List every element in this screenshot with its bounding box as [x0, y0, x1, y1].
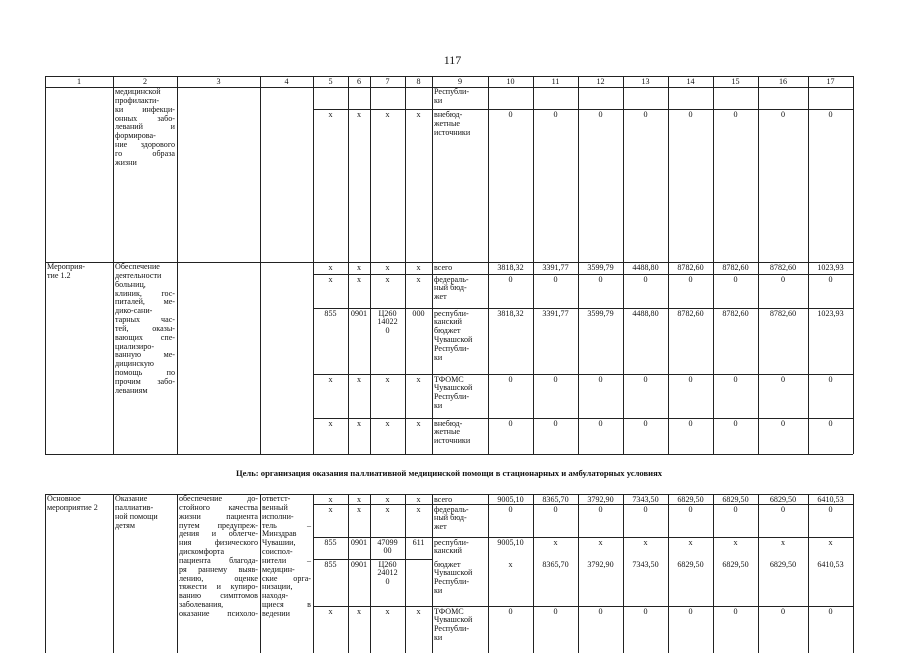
value-cell: 0 — [733, 374, 738, 384]
code-cell: x — [356, 110, 362, 119]
column-rule — [313, 494, 314, 653]
measure-description: Обеспечение деятельности больниц, клиник, гос- питалей, ме- дико-сани- тарных час- тей, оказы- вающих спе- циализиро- ванную ме- дицинскую помощь по прочим забо- леваниям — [115, 262, 175, 395]
column-rule — [488, 494, 489, 653]
code-cell: x — [416, 504, 421, 514]
value-cell: 0 — [553, 418, 558, 428]
code-cell: x — [385, 606, 390, 616]
code-cell: 47099 00 — [377, 537, 398, 556]
value-cell: 0 — [780, 606, 786, 616]
column-rule — [853, 262, 854, 454]
column-rule — [45, 76, 46, 262]
column-rule — [578, 76, 579, 262]
column-rule — [348, 262, 349, 454]
value-cell: 0 — [598, 374, 603, 384]
source-label: всего — [434, 262, 453, 272]
page-number: 117 — [443, 53, 462, 67]
column-rule — [533, 76, 534, 262]
header-cell-12: 12 — [596, 76, 605, 86]
budget-table — [45, 76, 853, 643]
column-rule — [808, 76, 809, 262]
column-rule — [113, 262, 114, 454]
column-rule — [853, 76, 854, 262]
value-cell: 0 — [828, 504, 833, 514]
code-cell: x — [356, 274, 362, 284]
code-cell: Ц260 14022 0 — [377, 308, 398, 336]
value-cell: 0 — [780, 110, 786, 119]
value-cell: 8782,60 — [769, 308, 797, 318]
value-cell: 0 — [643, 274, 648, 284]
column-rule — [260, 76, 261, 262]
code-cell: x — [328, 606, 333, 616]
header-cell-1: 1 — [76, 76, 82, 86]
code-cell: x — [385, 262, 390, 272]
value-cell: 0 — [828, 418, 833, 428]
code-cell: x — [356, 418, 362, 428]
column-rule — [488, 76, 489, 262]
value-cell: 6829,50 — [769, 559, 797, 569]
header-cell-6: 6 — [356, 76, 362, 86]
header-cell-10: 10 — [506, 76, 515, 86]
column-rule — [432, 76, 433, 262]
value-cell: 0 — [553, 606, 558, 616]
header-cell-11: 11 — [551, 76, 560, 86]
value-cell: 0 — [643, 606, 648, 616]
source-label: внебюд- жетные источники — [434, 110, 471, 137]
code-cell: x — [416, 606, 421, 616]
code-cell: x — [328, 374, 333, 384]
column-rule — [45, 262, 46, 454]
header-cell-9: 9 — [457, 76, 463, 86]
value-cell: x — [733, 537, 738, 547]
column-rule — [533, 494, 534, 653]
value-cell: 7343,50 — [632, 559, 659, 569]
value-cell: x — [688, 537, 693, 547]
column-rule — [668, 494, 669, 653]
column-rule — [177, 262, 178, 454]
column-rule — [623, 494, 624, 653]
source-label: ТФОМС Чувашской Республи- ки — [434, 374, 473, 411]
value-cell: 6410,53 — [817, 494, 844, 504]
value-cell: x — [508, 559, 513, 569]
value-cell: 6829,50 — [677, 494, 704, 504]
value-cell: 3391,77 — [542, 308, 569, 318]
column-rule — [713, 494, 714, 653]
code-cell: x — [385, 494, 390, 504]
header-cell-2: 2 — [142, 76, 148, 86]
value-cell: 0 — [553, 110, 558, 119]
source-label: ТФОМС Чувашской Республи- ки — [434, 606, 473, 643]
code-cell: x — [328, 418, 333, 428]
code-cell: 611 — [412, 537, 425, 547]
column-rule — [668, 262, 669, 454]
value-cell: 0 — [828, 374, 833, 384]
column-rule — [370, 494, 371, 653]
code-cell: x — [328, 262, 333, 272]
value-cell: 0 — [828, 274, 833, 284]
column-rule — [578, 262, 579, 454]
code-cell: 0901 — [350, 559, 368, 569]
code-cell: x — [356, 262, 362, 272]
source-label: республи- канский бюджет Чувашской Республи- ки — [434, 308, 473, 362]
value-cell: 0 — [688, 374, 693, 384]
source-label: федераль- ный бюд- жет — [434, 274, 469, 302]
column-rule — [758, 494, 759, 653]
column-rule — [405, 262, 406, 454]
column-rule — [370, 262, 371, 454]
header-cell-17: 17 — [826, 76, 835, 86]
column-rule — [432, 262, 433, 454]
value-cell: 6829,50 — [722, 559, 749, 569]
column-rule — [177, 76, 178, 262]
value-cell: 0 — [688, 504, 693, 514]
code-cell: Ц260 24012 0 — [377, 559, 398, 587]
value-cell: 0 — [643, 504, 648, 514]
code-cell: x — [385, 374, 390, 384]
value-cell: x — [553, 537, 558, 547]
value-cell: 0 — [780, 274, 786, 284]
value-cell: x — [780, 537, 786, 547]
value-cell: 0 — [828, 110, 833, 119]
value-cell: 9005,10 — [497, 537, 524, 547]
block-rule — [45, 454, 853, 455]
column-rule — [313, 76, 314, 262]
code-cell: 855 — [324, 308, 337, 318]
value-cell: 4488,80 — [632, 262, 659, 272]
value-cell: 0 — [508, 374, 513, 384]
code-cell: 0901 — [350, 308, 368, 318]
value-cell: 0 — [553, 374, 558, 384]
column-rule — [405, 494, 406, 653]
source-label: всего — [434, 494, 453, 504]
code-cell: x — [328, 110, 333, 119]
code-cell: x — [416, 110, 421, 119]
column-rule — [432, 494, 433, 653]
header-cell-14: 14 — [686, 76, 695, 86]
value-cell: 0 — [733, 274, 738, 284]
value-cell: 0 — [688, 274, 693, 284]
code-cell: 855 — [324, 537, 337, 547]
column-rule — [348, 494, 349, 653]
value-cell: 0 — [643, 110, 648, 119]
source-label: Республи- ки — [434, 87, 470, 105]
header-cell-3: 3 — [216, 76, 221, 86]
value-cell: 8782,60 — [677, 308, 704, 318]
column-rule — [260, 494, 261, 653]
goal-heading: Цель: организация оказания паллиативной медицинской помощи в стационарных и амбулаторных условиях — [235, 468, 663, 478]
value-cell: x — [643, 537, 648, 547]
value-cell: 3792,90 — [587, 559, 614, 569]
code-cell: x — [416, 494, 421, 504]
value-cell: 3818,32 — [497, 262, 524, 272]
value-cell: 8782,60 — [677, 262, 704, 272]
code-cell: x — [328, 504, 333, 514]
value-cell: 1023,93 — [817, 262, 844, 272]
value-cell: 0 — [598, 418, 603, 428]
code-cell: 855 — [324, 559, 337, 569]
column-rule — [260, 262, 261, 454]
value-cell: 3599,79 — [587, 308, 614, 318]
value-cell: 0 — [598, 274, 603, 284]
value-cell: 3391,77 — [542, 262, 569, 272]
value-cell: 0 — [780, 418, 786, 428]
column-rule — [758, 76, 759, 262]
column-rule — [578, 494, 579, 653]
column-rule — [370, 76, 371, 262]
value-cell: 0 — [508, 110, 513, 119]
executor-text: ответст- венный исполни- тель – Минздрав Чувашии, соиспол- нители – медицин- ские орга- низации, находя- щиеся в ведении — [262, 494, 311, 618]
value-cell: 1023,93 — [817, 308, 844, 318]
value-cell: 0 — [780, 504, 786, 514]
code-cell: x — [356, 374, 362, 384]
value-cell: 8782,60 — [722, 262, 749, 272]
value-cell: 6829,50 — [769, 494, 797, 504]
row-rule — [313, 109, 853, 110]
column-rule — [488, 262, 489, 454]
source-label: республи- канский — [434, 537, 469, 556]
code-cell: x — [416, 262, 421, 272]
column-rule — [623, 262, 624, 454]
column-rule — [853, 494, 854, 653]
column-rule — [713, 76, 714, 262]
source-label: бюджет Чувашской Республи- ки — [434, 559, 473, 596]
value-cell: 6410,53 — [817, 559, 844, 569]
code-cell: x — [356, 494, 362, 504]
value-cell: 8365,70 — [542, 559, 569, 569]
column-rule — [808, 262, 809, 454]
column-rule — [533, 262, 534, 454]
value-cell: 0 — [733, 110, 738, 119]
value-cell: 0 — [508, 606, 513, 616]
value-cell: 0 — [508, 418, 513, 428]
code-cell: 0901 — [350, 537, 368, 547]
header-cell-4: 4 — [284, 76, 289, 86]
value-cell: 0 — [508, 504, 513, 514]
value-cell: 0 — [598, 110, 603, 119]
value-cell: 0 — [733, 504, 738, 514]
value-cell: x — [828, 537, 833, 547]
column-rule — [623, 76, 624, 262]
value-cell: 7343,50 — [632, 494, 659, 504]
value-cell: 0 — [688, 110, 693, 119]
value-cell: 6829,50 — [722, 494, 749, 504]
column-rule — [113, 494, 114, 653]
value-cell: 0 — [643, 418, 648, 428]
header-cell-15: 15 — [731, 76, 740, 86]
code-cell: x — [416, 274, 421, 284]
column-rule — [668, 76, 669, 262]
value-cell: 0 — [733, 606, 738, 616]
code-cell: x — [356, 606, 362, 616]
code-cell: x — [385, 274, 390, 284]
indicator-text: обеспечение до- стойного качества жизни пациента путем предупреж- дения и облегче- ния физического дискомфорта пациента благода- ря раннему выяв- лению, оценке тяжести и купиро- ванию симптомов заболевания, оказание психоло- — [179, 494, 258, 618]
header-cell-16: 16 — [778, 76, 788, 86]
value-cell: 8782,60 — [722, 308, 749, 318]
code-cell: x — [416, 374, 421, 384]
header-cell-8: 8 — [416, 76, 421, 86]
column-rule — [758, 262, 759, 454]
value-cell: x — [598, 537, 603, 547]
column-rule — [808, 494, 809, 653]
column-rule — [177, 494, 178, 653]
code-cell: x — [385, 418, 390, 428]
description-continued: медицинской профилакти- ки инфекци- онных забо- леваний и формирова- ние здорового го образа жизни — [115, 87, 175, 167]
value-cell: 0 — [598, 606, 603, 616]
code-cell: 000 — [412, 308, 425, 318]
value-cell: 4488,80 — [632, 308, 659, 318]
code-cell: x — [356, 504, 362, 514]
source-label: внебюд- жетные источники — [434, 418, 471, 446]
value-cell: 0 — [733, 418, 738, 428]
value-cell: 8365,70 — [542, 494, 569, 504]
value-cell: 0 — [780, 374, 786, 384]
value-cell: 0 — [688, 606, 693, 616]
value-cell: 0 — [643, 374, 648, 384]
column-rule — [313, 262, 314, 454]
value-cell: 0 — [828, 606, 833, 616]
value-cell: 6829,50 — [677, 559, 704, 569]
value-cell: 0 — [688, 418, 693, 428]
header-cell-5: 5 — [328, 76, 333, 86]
code-cell: x — [328, 494, 333, 504]
column-rule — [713, 262, 714, 454]
value-cell: 3818,32 — [497, 308, 524, 318]
value-cell: 3792,90 — [587, 494, 614, 504]
value-cell: 8782,60 — [769, 262, 797, 272]
value-cell: 3599,79 — [587, 262, 614, 272]
column-rule — [405, 76, 406, 262]
column-rule — [45, 494, 46, 653]
value-cell: 0 — [553, 504, 558, 514]
column-rule — [348, 76, 349, 262]
value-cell: 9005,10 — [497, 494, 524, 504]
value-cell: 0 — [598, 504, 603, 514]
column-rule — [113, 76, 114, 262]
code-cell: x — [385, 504, 390, 514]
value-cell: 0 — [553, 274, 558, 284]
value-cell: 0 — [508, 274, 513, 284]
measure-title: Основное мероприятие 2 — [47, 494, 98, 512]
header-cell-13: 13 — [641, 76, 650, 86]
code-cell: x — [328, 274, 333, 284]
header-cell-7: 7 — [385, 76, 390, 86]
measure-description: Оказание паллиатив- ной помощи детям — [115, 494, 158, 530]
measure-title: Мероприя- тие 1.2 — [47, 262, 85, 280]
code-cell: x — [416, 418, 421, 428]
source-label: федераль- ный бюд- жет — [434, 504, 469, 532]
code-cell: x — [385, 110, 390, 119]
